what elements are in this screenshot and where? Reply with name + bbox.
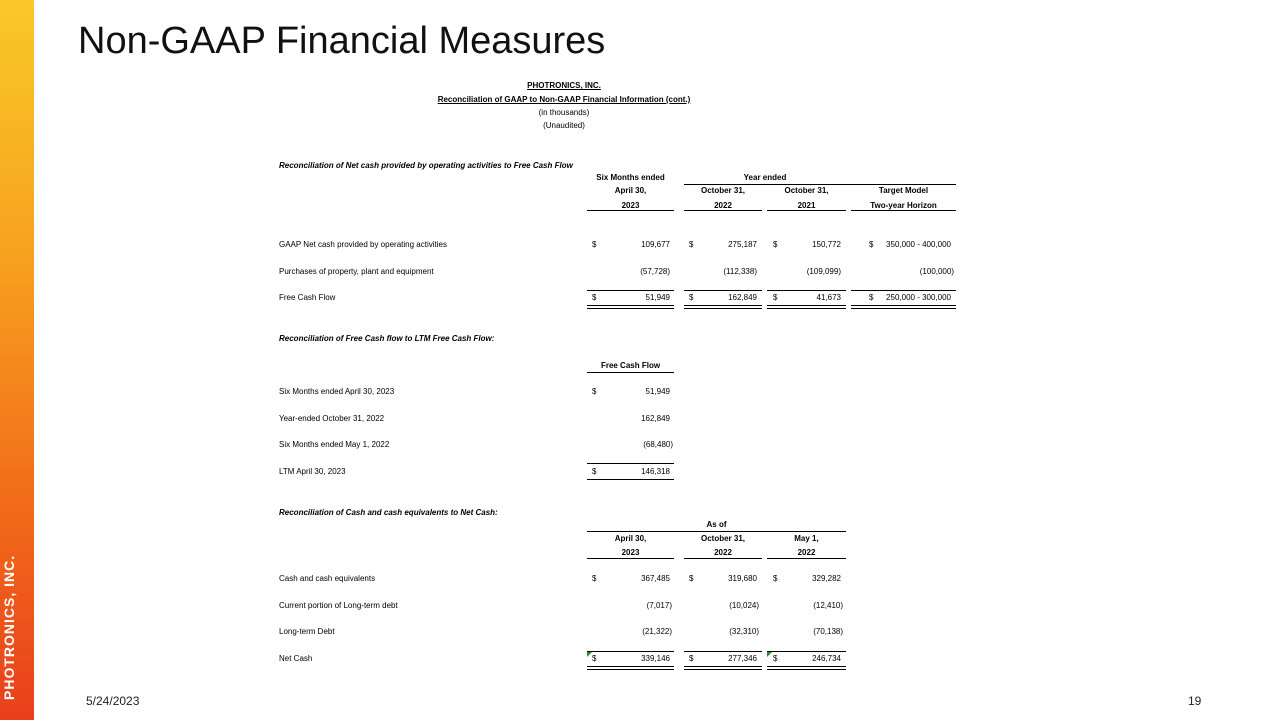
fcf-cell-value: 350,000 - 400,000 [886, 240, 951, 249]
cash-header-rule [684, 558, 762, 559]
ltm-row-label: Six Months ended May 1, 2022 [279, 440, 390, 449]
cash-cell-value: (70,138) [813, 627, 843, 636]
fcf-cell-currency: $ [869, 293, 874, 302]
fcf-cell-value: (57,728) [640, 267, 670, 276]
cash-col-header: 2022 [797, 548, 816, 557]
ltm-row-label: LTM April 30, 2023 [279, 467, 346, 476]
cash-cell-value: (21,322) [642, 627, 672, 636]
ltm-col-header: Free Cash Flow [600, 361, 661, 370]
report-audit: (Unaudited) [543, 121, 585, 130]
cash-total-double-rule [684, 666, 762, 670]
fcf-subtotal-rule [587, 290, 674, 291]
report-company: PHOTRONICS, INC. [527, 81, 601, 90]
fcf-cell-value: 162,849 [728, 293, 757, 302]
cash-section-title: Reconciliation of Cash and cash equivalents to Net Cash: [279, 508, 498, 517]
fcf-subtotal-rule [684, 290, 762, 291]
fcf-cell-value: 250,000 - 300,000 [886, 293, 951, 302]
cash-cell-currency: $ [592, 574, 597, 583]
cash-cell-value: (10,024) [729, 601, 759, 610]
brand-sidebar [0, 0, 34, 720]
cash-cell-value: 246,734 [812, 654, 841, 663]
fcf-row-label: GAAP Net cash provided by operating activities [279, 240, 447, 249]
fcf-row-label: Purchases of property, plant and equipment [279, 267, 434, 276]
cash-col-header: October 31, [700, 534, 745, 543]
cash-row-label: Current portion of Long-term debt [279, 601, 398, 610]
fcf-cell-value: (112,338) [723, 267, 757, 276]
cash-subtotal-rule [684, 651, 762, 652]
ltm-subtotal-rule [587, 463, 674, 464]
fcf-cell-value: (109,099) [806, 267, 841, 276]
fcf-subtotal-rule [767, 290, 846, 291]
fcf-header-rule [767, 210, 846, 211]
cash-cell-currency: $ [592, 654, 597, 663]
ltm-cell-value: 162,849 [641, 414, 670, 423]
cash-col-header: 2023 [621, 548, 640, 557]
error-indicator-icon [767, 652, 772, 657]
fcf-cell-currency: $ [773, 240, 778, 249]
fcf-col-header: October 31, [784, 186, 829, 195]
fcf-col-header: April 30, [614, 186, 647, 195]
fcf-total-double-rule [587, 305, 674, 309]
fcf-cell-currency: $ [869, 240, 874, 249]
fcf-cell-currency: $ [689, 293, 694, 302]
ltm-cell-currency: $ [592, 467, 597, 476]
footer-date: 5/24/2023 [86, 694, 140, 708]
ltm-cell-value: 51,949 [645, 387, 670, 396]
ltm-header-rule [587, 372, 674, 373]
cash-header-rule [767, 558, 846, 559]
fcf-cell-currency: $ [592, 240, 597, 249]
fcf-cell-currency: $ [773, 293, 778, 302]
cash-row-label: Net Cash [279, 654, 313, 663]
cash-cell-value: 277,346 [728, 654, 757, 663]
cash-cell-currency: $ [689, 654, 694, 663]
fcf-col-header: 2021 [797, 201, 816, 210]
report-subtitle: Reconciliation of GAAP to Non-GAAP Financial Information (cont.) [437, 95, 691, 104]
cash-cell-value: (12,410) [813, 601, 843, 610]
ltm-cell-value: (68,480) [643, 440, 673, 449]
cash-cell-currency: $ [773, 574, 778, 583]
fcf-col-header: Target Model [878, 186, 929, 195]
fcf-total-double-rule [851, 305, 956, 309]
ltm-cell-value: 146,318 [641, 467, 670, 476]
slide-title: Non-GAAP Financial Measures [78, 20, 606, 62]
ltm-section-title: Reconciliation of Free Cash flow to LTM Free Cash Flow: [279, 334, 495, 343]
fcf-header-rule [851, 210, 956, 211]
fcf-col-header: Two-year Horizon [870, 201, 937, 210]
cash-col-header: 2022 [714, 548, 732, 557]
cash-row-label: Cash and cash equivalents [279, 574, 376, 583]
cash-group-rule [587, 531, 846, 532]
fcf-cell-value: 275,187 [728, 240, 757, 249]
cash-total-double-rule [587, 666, 674, 670]
cash-row-label: Long-term Debt [279, 627, 335, 636]
fcf-subtotal-rule [851, 290, 956, 291]
ltm-cell-currency: $ [592, 387, 597, 396]
fcf-cell-value: 109,677 [641, 240, 670, 249]
fcf-row-label: Free Cash Flow [279, 293, 336, 302]
cash-cell-value: 367,485 [641, 574, 670, 583]
fcf-group-year: Year ended [743, 173, 787, 182]
cash-col-header: April 30, [614, 534, 647, 543]
report-units: (in thousands) [538, 108, 590, 117]
fcf-header-rule [587, 210, 674, 211]
cash-cell-value: (32,310) [729, 627, 759, 636]
brand-name: PHOTRONICS, INC. [1, 554, 17, 700]
page-number: 19 [1188, 694, 1202, 708]
fcf-section-title: Reconciliation of Net cash provided by operating activities to Free Cash Flow [279, 161, 573, 170]
cash-cell-value: 339,146 [641, 654, 670, 663]
fcf-header-rule [684, 210, 762, 211]
ltm-row-label: Six Months ended April 30, 2023 [279, 387, 395, 396]
fcf-group-six-months: Six Months ended [596, 173, 665, 182]
cash-cell-value: (7,017) [646, 601, 672, 610]
cash-cell-currency: $ [773, 654, 778, 663]
cash-cell-value: 319,680 [728, 574, 757, 583]
fcf-cell-currency: $ [689, 240, 694, 249]
cash-cell-value: 329,282 [812, 574, 841, 583]
cash-group-as-of: As of [706, 520, 727, 529]
cash-cell-currency: $ [689, 574, 694, 583]
fcf-cell-value: (100,000) [919, 267, 954, 276]
fcf-col-header: 2022 [714, 201, 732, 210]
fcf-total-double-rule [767, 305, 846, 309]
fcf-cell-currency: $ [592, 293, 597, 302]
fcf-col-header: October 31, [700, 186, 745, 195]
cash-subtotal-rule [767, 651, 846, 652]
cash-header-rule [587, 558, 674, 559]
fcf-total-double-rule [684, 305, 762, 309]
fcf-cell-value: 51,949 [645, 293, 670, 302]
fcf-cell-value: 150,772 [812, 240, 841, 249]
ltm-total-rule [587, 479, 674, 480]
cash-total-double-rule [767, 666, 846, 670]
fcf-group-rule [684, 184, 956, 185]
ltm-row-label: Year-ended October 31, 2022 [279, 414, 385, 423]
fcf-col-header: 2023 [621, 201, 640, 210]
cash-subtotal-rule [587, 651, 674, 652]
cash-col-header: May 1, [794, 534, 819, 543]
fcf-cell-value: 41,673 [816, 293, 841, 302]
